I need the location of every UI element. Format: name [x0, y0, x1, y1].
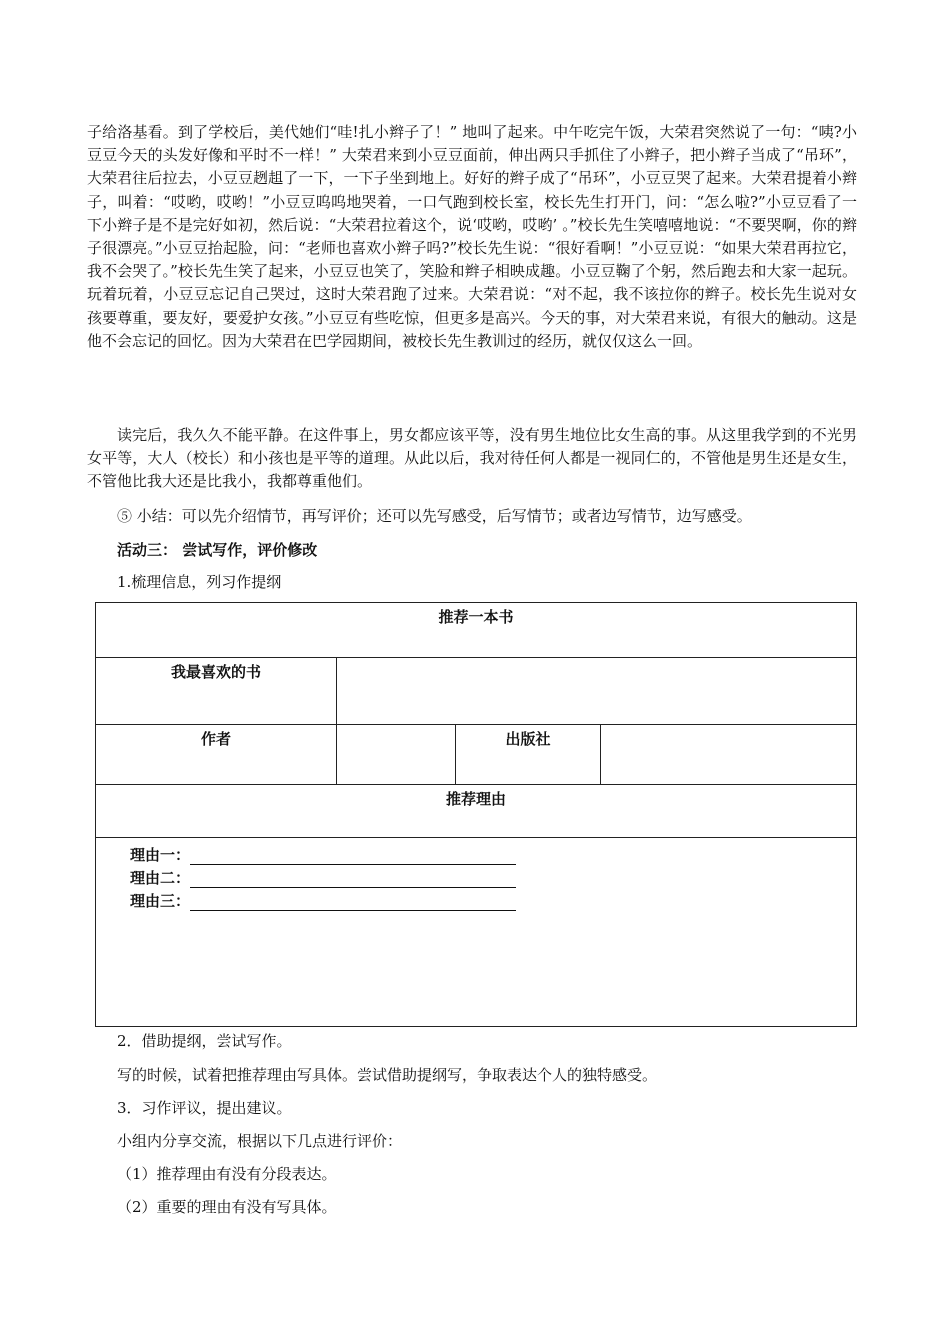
criterion-1: （1）推荐理由有没有分段表达。 [117, 1165, 337, 1183]
reflection-paragraph: 读完后，我久久不能平静。在这件事上，男女都应该平等，没有男生地位比女生高的事。从这里我学到的不光男女平等，大人（校长）和小孩也是平等的道理。从此以后，我对待任何人都是一视同仁的，不管他是男生还是女生，不管他比我大还是比我小，我都尊重他们。 [87, 426, 857, 491]
reason1-blank[interactable] [190, 848, 516, 865]
step2-label: 2．借助提纲，尝试写作。 [117, 1032, 292, 1050]
publisher-field[interactable] [601, 725, 857, 785]
favorite-book-label: 我最喜欢的书 [96, 658, 337, 725]
publisher-label: 出版社 [456, 725, 601, 785]
reason-row-2 [130, 865, 856, 888]
author-field[interactable] [337, 725, 456, 785]
reason-row-1 [130, 842, 856, 865]
step2-detail: 写的时候，试着把推荐理由写具体。尝试借助提纲写，争取表达个人的独特感受。 [117, 1066, 658, 1084]
reasons-area [96, 838, 857, 1027]
step3-label: 3．习作评议，提出建议。 [117, 1099, 292, 1117]
favorite-book-field[interactable] [337, 658, 857, 725]
criterion-2: （2）重要的理由有没有写具体。 [117, 1198, 337, 1216]
reason3-label: 理由三： [130, 892, 191, 910]
reason2-blank[interactable] [190, 871, 516, 888]
reasons-header: 推荐理由 [96, 785, 857, 838]
summary-line: ⑤ 小结：可以先介绍情节，再写评价；还可以先写感受，后写情节；或者边写情节，边写感受。 [117, 507, 752, 525]
story-paragraph: 子给洛基看。到了学校后，美代她们“哇!扎小辫子了！” 地叫了起来。中午吃完午饭，大荣君突然说了一句：“咦?小豆豆今天的头发好像和平时不一样！” 大荣君来到小豆豆面前，伸出两只手抓住了小辫子，把小辫子当成了“吊环”，大荣君往后拉去，小豆豆趔趄了一下，一下子坐到地上。好好的辫子成了“吊环”，小豆豆哭了起来。大荣君提着小辫子，叫着：“哎哟，哎哟！”小豆豆呜呜地哭着，一口气跑到校长室，校长先生打开门，问：“怎么啦?”小豆豆看了一下小辫子是不是完好如初，然后说：“大荣君拉着这个，说‘哎哟，哎哟’ 。”校长先生笑嘻嘻地说：“不要哭啊，你的辫子很漂亮。”小豆豆抬起脸，问：“老师也喜欢小辫子吗?”校长先生说：“很好看啊！”小豆豆说：“如果大荣君再拉它，我不会哭了。”校长先生笑了起来，小豆豆也笑了，笑脸和辫子相映成趣。小豆豆鞠了个躬，然后跑去和大家一起玩。玩着玩着，小豆豆忘记自己哭过，这时大荣君跑了过来。大荣君说：“对不起，我不该拉你的辫子。校长先生说对女孩要尊重，要友好，要爱护女孩。”小豆豆有些吃惊，但更多是高兴。今天的事，对大荣君来说，有很大的触动。这是他不会忘记的回忆。因为大荣君在巴学园期间，被校长先生教训过的经历，就仅仅这么一回。 [87, 123, 857, 350]
reason2-label: 理由二： [130, 869, 191, 887]
outline-table [95, 602, 857, 1027]
activity3-heading: 活动三： 尝试写作，评价修改 [117, 541, 318, 559]
author-label: 作者 [96, 725, 337, 785]
step1-label: 1.梳理信息，列习作提纲 [117, 573, 282, 591]
reason3-blank[interactable] [190, 894, 516, 911]
step3-detail: 小组内分享交流，根据以下几点进行评价： [117, 1132, 403, 1150]
reason-row-3 [130, 888, 856, 911]
reason1-label: 理由一： [130, 846, 191, 864]
outline-title: 推荐一本书 [96, 603, 857, 658]
